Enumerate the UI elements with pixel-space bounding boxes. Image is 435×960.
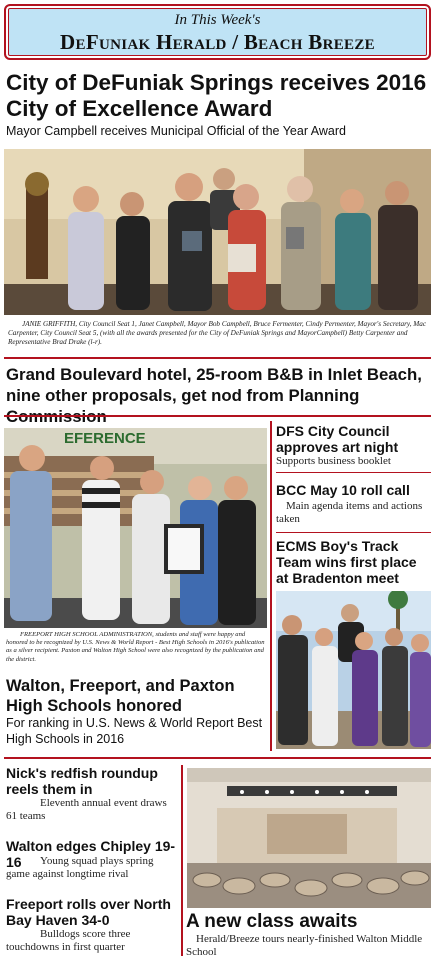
masthead-title: DeFuniak Herald / Beach Breeze — [60, 30, 375, 54]
schools-deck: For ranking in U.S. News & World Report Best High Schools in 2016 — [6, 716, 263, 746]
section-divider — [4, 357, 431, 359]
sidebar-divider — [276, 472, 431, 473]
section-divider — [4, 757, 431, 759]
sports-headline-0[interactable]: Nick's redfish roundup reels them in — [6, 765, 158, 797]
sidebar-divider — [276, 532, 431, 533]
sports-sub-1: Young squad plays spring game against longtime rival — [6, 855, 154, 880]
middle-school-photo[interactable] — [187, 768, 431, 908]
photo-sign-text: EFERENCE — [64, 430, 146, 447]
lead-headline[interactable]: City of DeFuniak Springs receives 2016 City of Excellence Award — [6, 70, 427, 121]
sidebar-headline-0[interactable]: DFS City Council approves art night — [276, 423, 399, 455]
sports-sub-2: Bulldogs score three touchdowns in first quarter — [6, 928, 131, 953]
sidebar-sub-0: Supports business booklet — [276, 455, 391, 467]
track-team-photo[interactable] — [276, 591, 431, 749]
masthead-banner — [4, 4, 431, 60]
lead-photo[interactable] — [4, 149, 431, 315]
schools-photo[interactable] — [4, 428, 267, 628]
sports-headline-1[interactable]: Walton edges Chipley 19-16 — [6, 838, 176, 870]
schools-headline[interactable]: Walton, Freeport, and Paxton High Schools honored — [6, 677, 235, 715]
sidebar-headline-1[interactable]: BCC May 10 roll call — [276, 482, 410, 498]
column-divider — [181, 765, 183, 956]
schools-caption: FREEPORT HIGH SCHOOL ADMINISTRATION, students and staff were happy and honored to be recognized by U.S. News & World Report - Best High Schools in 2016's publication as a silver recipient. Paxton and Walton High School were also recognized by the publication and the district. — [6, 631, 265, 663]
lead-photo-image — [4, 149, 431, 315]
sports-sub-0: Eleventh annual event draws 61 teams — [6, 797, 167, 822]
banner-kicker: In This Week's — [174, 12, 261, 28]
middle-school-sub: Herald/Breeze tours nearly-finished Walton Middle School — [186, 933, 423, 958]
lead-caption: JANIE GRIFFITH, City Council Seat 1, Janet Campbell, Mayor Bob Campbell, Bruce Fermenter, Cindy Permenter, Mayor's Secretary, Mac Carpenter, City Council Seat 5, (with all the awards presented for the City of DeFuniak Springs and MayorCampbell) Betty Carpenter and Representative Brad Drake (l-r). — [8, 320, 427, 346]
middle-school-headline[interactable]: A new class awaits — [186, 911, 358, 932]
schools-photo-image — [4, 428, 267, 628]
sidebar-sub-1: Main agenda items and actions taken — [276, 500, 423, 525]
sidebar-headline-2[interactable]: ECMS Boy's Track Team wins first place at Bradenton meet — [276, 538, 417, 586]
lead-deck: Mayor Campbell receives Municipal Official of the Year Award — [6, 124, 346, 138]
column-divider — [270, 421, 272, 751]
middle-school-photo-image — [187, 768, 431, 908]
second-headline[interactable]: Grand Boulevard hotel, 25-room B&B in Inlet Beach, nine other proposals, get nod from Planning — [6, 365, 422, 405]
section-divider — [4, 415, 431, 417]
track-team-photo-image — [276, 591, 431, 749]
sports-headline-2[interactable]: Freeport rolls over North Bay Haven 34-0 — [6, 896, 171, 928]
